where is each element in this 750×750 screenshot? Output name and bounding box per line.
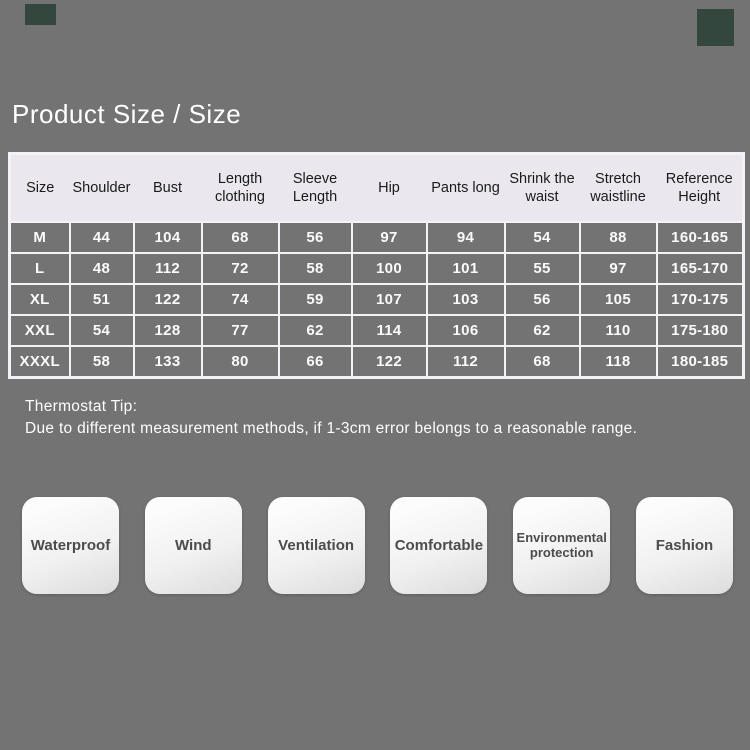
cell: 58 bbox=[70, 346, 134, 378]
cell: 100 bbox=[352, 253, 427, 284]
table-row-l bbox=[10, 253, 744, 284]
cell: 105 bbox=[580, 284, 657, 315]
cell: 59 bbox=[279, 284, 352, 315]
cell: 74 bbox=[202, 284, 279, 315]
cell: 58 bbox=[279, 253, 352, 284]
cell: 101 bbox=[427, 253, 505, 284]
column-header-length-clothing: Length clothing bbox=[202, 154, 279, 223]
cell: 54 bbox=[70, 315, 134, 346]
measurement-tip bbox=[25, 396, 637, 441]
feature-badge-ventilation bbox=[268, 497, 365, 594]
cell: L bbox=[10, 253, 70, 284]
feature-badge-label: Wind bbox=[175, 536, 212, 554]
cell: 133 bbox=[134, 346, 202, 378]
cell: 66 bbox=[279, 346, 352, 378]
cell: 56 bbox=[505, 284, 580, 315]
cell: 97 bbox=[352, 222, 427, 253]
cell: 94 bbox=[427, 222, 505, 253]
cell: 62 bbox=[279, 315, 352, 346]
cell: 68 bbox=[202, 222, 279, 253]
cell: 54 bbox=[505, 222, 580, 253]
feature-badge-comfortable bbox=[390, 497, 487, 594]
column-header-hip: Hip bbox=[352, 154, 427, 223]
cell: 51 bbox=[70, 284, 134, 315]
cell: 165-170 bbox=[657, 253, 744, 284]
feature-badge-fashion bbox=[636, 497, 733, 594]
table-row-xxxl bbox=[10, 346, 744, 378]
cell: 77 bbox=[202, 315, 279, 346]
table-row-xl bbox=[10, 284, 744, 315]
table-row-m bbox=[10, 222, 744, 253]
cell: 128 bbox=[134, 315, 202, 346]
tip-heading: Thermostat Tip: bbox=[25, 398, 138, 415]
table-row-xxl bbox=[10, 315, 744, 346]
feature-badge-label: Comfortable bbox=[394, 536, 484, 554]
cell: 112 bbox=[427, 346, 505, 378]
column-header-reference-height: Reference Height bbox=[657, 154, 744, 223]
feature-badge-label: Fashion bbox=[655, 536, 714, 554]
cell: 103 bbox=[427, 284, 505, 315]
corner-accent-left bbox=[25, 4, 56, 25]
cell: 104 bbox=[134, 222, 202, 253]
size-table bbox=[8, 152, 745, 379]
cell: 44 bbox=[70, 222, 134, 253]
cell: 180-185 bbox=[657, 346, 744, 378]
column-header-shrink-the-waist: Shrink the waist bbox=[505, 154, 580, 223]
cell: 112 bbox=[134, 253, 202, 284]
column-header-bust: Bust bbox=[134, 154, 202, 223]
feature-badge-label: Waterproof bbox=[30, 536, 111, 554]
cell: 62 bbox=[505, 315, 580, 346]
cell: 80 bbox=[202, 346, 279, 378]
tip-body: Due to different measurement methods, if 1-3cm error belongs to a reasonable range. bbox=[25, 420, 638, 438]
cell: 88 bbox=[580, 222, 657, 253]
cell: 48 bbox=[70, 253, 134, 284]
cell: M bbox=[10, 222, 70, 253]
feature-badge-waterproof bbox=[22, 497, 119, 594]
cell: XXL bbox=[10, 315, 70, 346]
column-header-pants-long: Pants long bbox=[427, 154, 505, 223]
cell: 68 bbox=[505, 346, 580, 378]
cell: 72 bbox=[202, 253, 279, 284]
cell: 160-165 bbox=[657, 222, 744, 253]
cell: 170-175 bbox=[657, 284, 744, 315]
cell: 56 bbox=[279, 222, 352, 253]
feature-badge-label: Environmental protection bbox=[516, 529, 607, 560]
cell: 110 bbox=[580, 315, 657, 346]
cell: 106 bbox=[427, 315, 505, 346]
cell: 97 bbox=[580, 253, 657, 284]
cell: 118 bbox=[580, 346, 657, 378]
corner-accent-right bbox=[697, 9, 734, 46]
cell: 122 bbox=[352, 346, 427, 378]
feature-badge-wind bbox=[145, 497, 242, 594]
cell: 122 bbox=[134, 284, 202, 315]
feature-badge-environmental-protection bbox=[513, 497, 610, 594]
cell: XL bbox=[10, 284, 70, 315]
cell: 175-180 bbox=[657, 315, 744, 346]
column-header-size: Size bbox=[10, 154, 70, 223]
feature-badges bbox=[22, 497, 733, 594]
size-table-header-row bbox=[10, 154, 744, 223]
column-header-shoulder: Shoulder bbox=[70, 154, 134, 223]
cell: 55 bbox=[505, 253, 580, 284]
feature-badge-label: Ventilation bbox=[278, 536, 355, 554]
cell: 107 bbox=[352, 284, 427, 315]
page-title: Product Size / Size bbox=[12, 99, 242, 129]
cell: 114 bbox=[352, 315, 427, 346]
column-header-stretch-waistline: Stretch waistline bbox=[580, 154, 657, 223]
column-header-sleeve-length: Sleeve Length bbox=[279, 154, 352, 223]
cell: XXXL bbox=[10, 346, 70, 378]
